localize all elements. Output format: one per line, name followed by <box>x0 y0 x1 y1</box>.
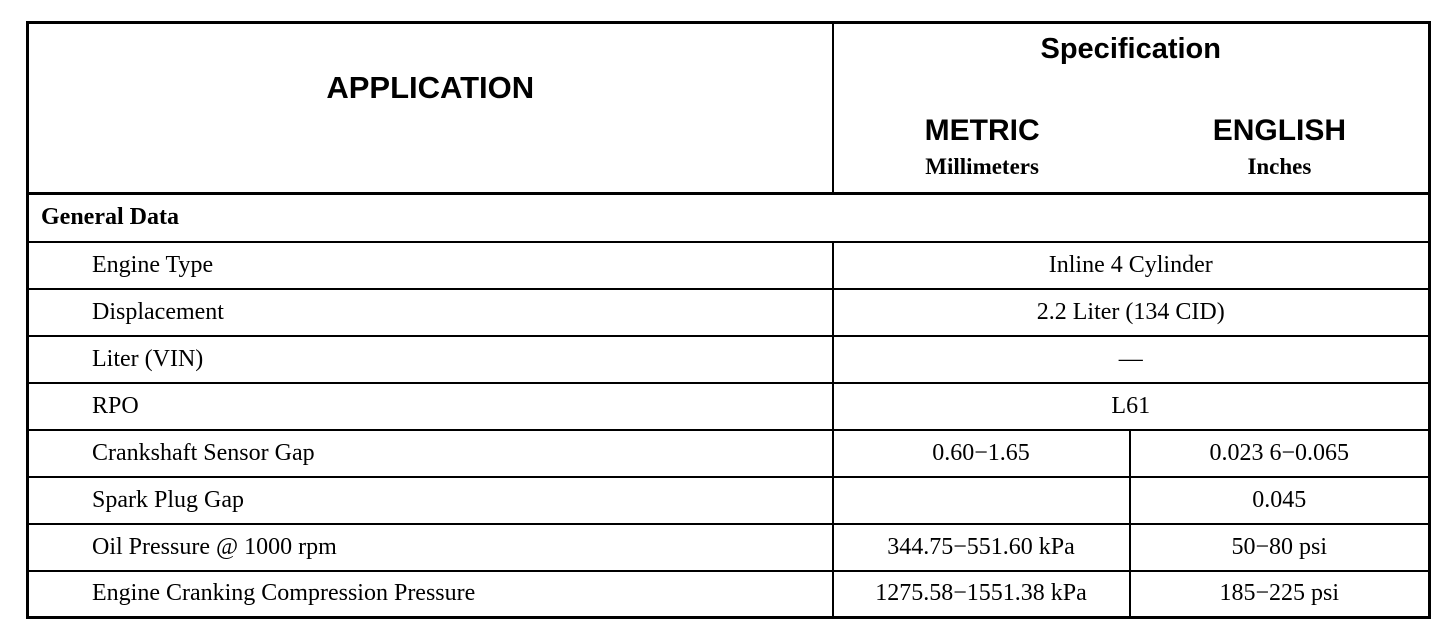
table-row <box>28 242 1430 289</box>
row-value: Inline 4 Cylinder <box>833 242 1430 289</box>
table-row <box>28 477 1430 524</box>
table-row <box>28 524 1430 571</box>
row-value: 2.2 Liter (134 CID) <box>833 289 1430 336</box>
table-row <box>28 289 1430 336</box>
row-metric-value: 344.75−551.60 kPa <box>833 524 1130 571</box>
section-row <box>28 194 1430 242</box>
specification-header <box>833 23 1430 194</box>
row-label: Engine Cranking Compression Pressure <box>28 571 833 618</box>
row-english-value: 0.023 6−0.065 <box>1130 430 1430 477</box>
row-label: Crankshaft Sensor Gap <box>28 430 833 477</box>
english-label: ENGLISH <box>1212 114 1347 147</box>
metric-unit: Millimeters <box>925 154 1039 179</box>
metric-label: METRIC <box>924 114 1040 147</box>
row-label: Oil Pressure @ 1000 rpm <box>28 524 833 571</box>
application-header: APPLICATION <box>28 23 833 194</box>
row-english-value: 185−225 psi <box>1130 571 1430 618</box>
row-metric-value: 0.60−1.65 <box>833 430 1130 477</box>
row-label: Spark Plug Gap <box>28 477 833 524</box>
table-row <box>28 571 1430 618</box>
specification-table <box>26 21 1431 619</box>
row-label: Engine Type <box>28 242 833 289</box>
table-row <box>28 336 1430 383</box>
header-row <box>28 23 1430 194</box>
specification-title: Specification <box>1040 33 1221 65</box>
row-english-value: 50−80 psi <box>1130 524 1430 571</box>
table-row <box>28 383 1430 430</box>
english-header <box>1131 114 1428 186</box>
row-label: RPO <box>28 383 833 430</box>
english-unit: Inches <box>1247 154 1312 179</box>
row-metric-value: 1275.58−1551.38 kPa <box>833 571 1130 618</box>
metric-header <box>834 114 1131 186</box>
section-title: General Data <box>28 194 1430 242</box>
row-value: L61 <box>833 383 1430 430</box>
unit-headers <box>834 114 1429 186</box>
row-label: Liter (VIN) <box>28 336 833 383</box>
row-value: — <box>833 336 1430 383</box>
table-row <box>28 430 1430 477</box>
row-label: Displacement <box>28 289 833 336</box>
row-english-value: 0.045 <box>1130 477 1430 524</box>
row-metric-value <box>833 477 1130 524</box>
